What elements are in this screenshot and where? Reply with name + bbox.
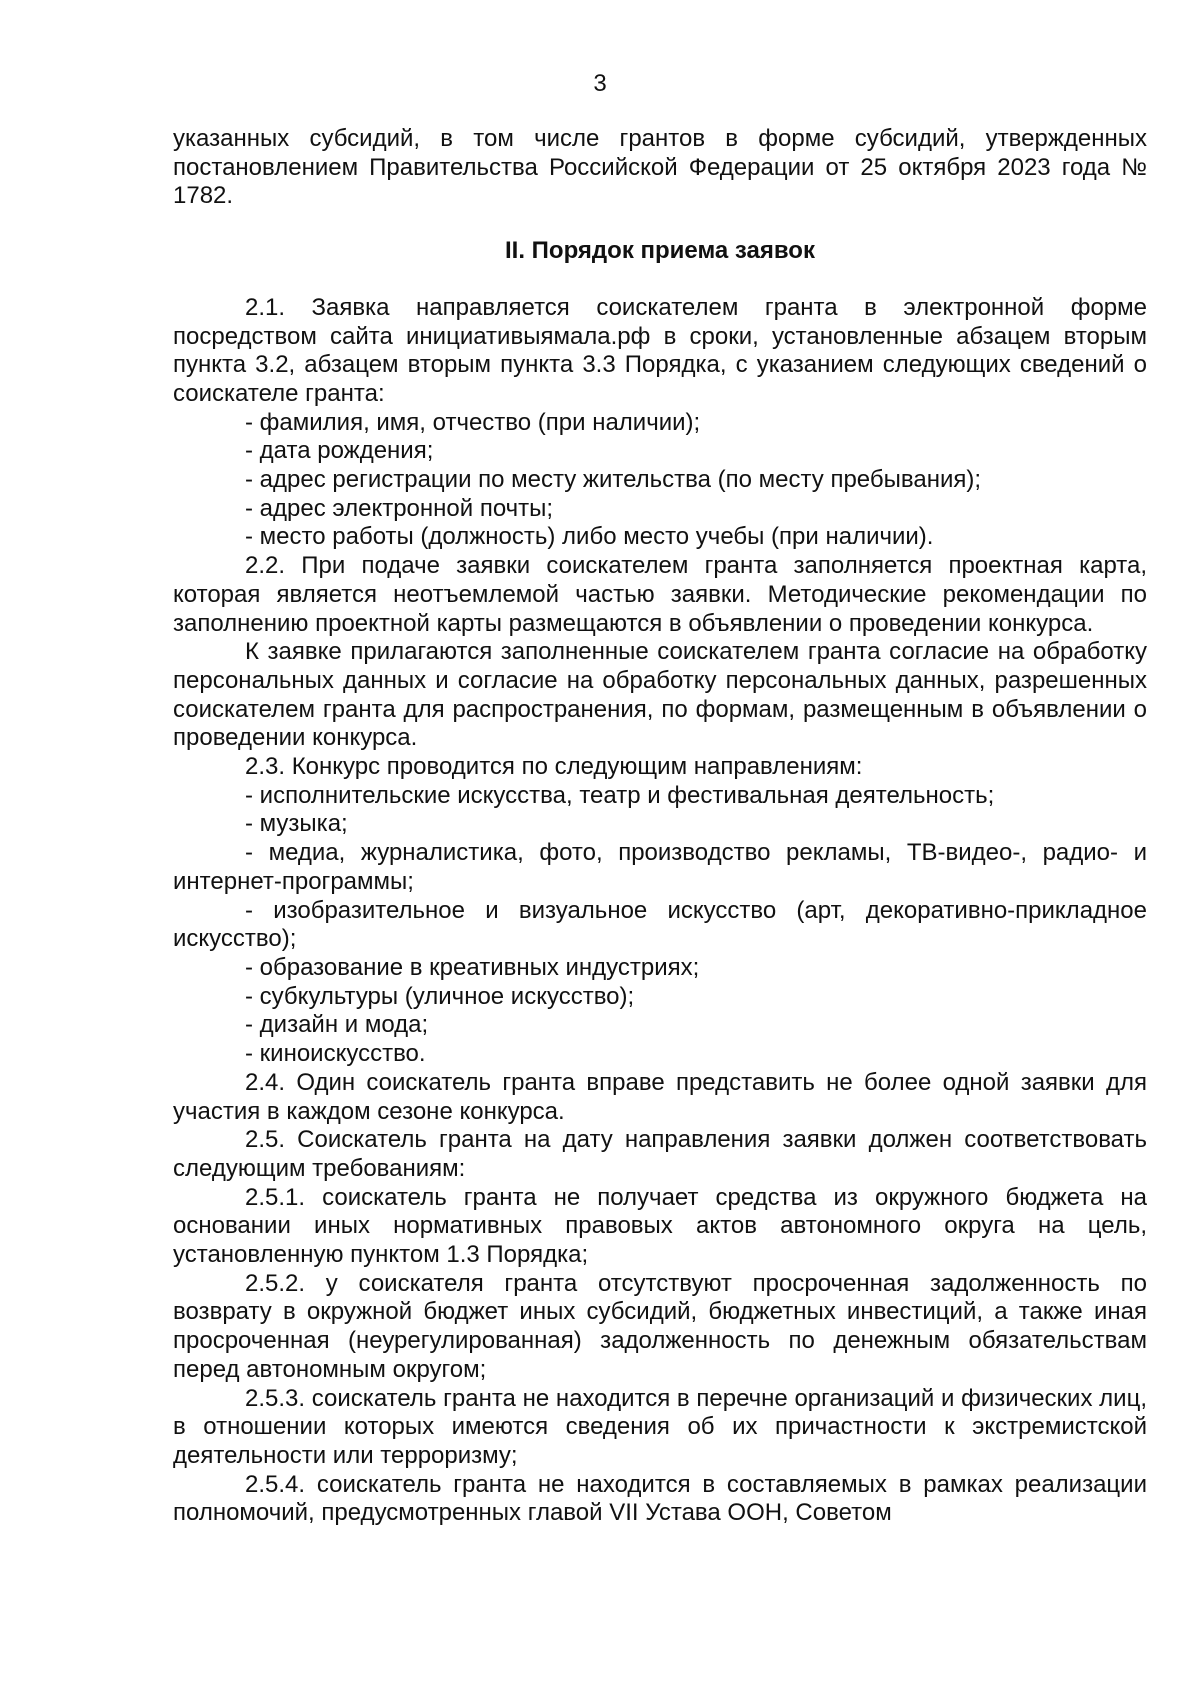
paragraph-2-5: 2.5. Соискатель гранта на дату направления заявки должен соответствовать следующим требованиям: [173, 1126, 1147, 1182]
paragraph-2-5-3: 2.5.3. соискатель гранта не находится в перечне организаций и физических лиц, в отношении которых имеются сведения об их причастности к экстремистской деятельности или терроризму; [173, 1384, 1147, 1469]
list-item: - субкультуры (уличное искусство); [245, 982, 635, 1010]
list-item: - изобразительное и визуальное искусство (арт, декоративно-прикладное искусство); [173, 896, 1147, 953]
page-number: 3 [593, 70, 607, 97]
list-item: - дизайн и мода; [245, 1011, 429, 1039]
list-item: - киноискусство. [245, 1040, 426, 1068]
paragraph-2-5-2: 2.5.2. у соискателя гранта отсутствуют просроченная задолженность по возврату в окружной бюджет иных субсидий, бюджетных инвестиций, а также иная просроченная (неурегулированная) задолженность по денежным обязательствам перед автономным округом; [173, 1269, 1147, 1383]
list-item: - музыка; [245, 810, 348, 838]
intro-paragraph: указанных субсидий, в том числе грантов в форме субсидий, утвержденных постановлением Правительства Российской Федерации от 25 октября 2023 года № 1782. [173, 125, 1147, 210]
list-item: - адрес электронной почты; [245, 494, 554, 522]
list-item: - образование в креативных индустриях; [245, 953, 700, 981]
document-body [173, 125, 1147, 1528]
list-item: - фамилия, имя, отчество (при наличии); [245, 408, 701, 436]
paragraph-2-3: 2.3. Конкурс проводится по следующим направлениям: [245, 753, 863, 781]
list-item: - адрес регистрации по месту жительства (по месту пребывания); [245, 466, 982, 494]
list-item: - дата рождения; [245, 437, 434, 465]
section-title: II. Порядок приема заявок [505, 237, 815, 265]
list-item: - исполнительские искусства, театр и фестивальная деятельность; [245, 781, 995, 809]
list-item: - место работы (должность) либо место учебы (при наличии). [245, 523, 934, 551]
paragraph-2-4: 2.4. Один соискатель гранта вправе представить не более одной заявки для участия в каждом сезоне конкурса. [173, 1068, 1147, 1125]
paragraph-2-2-attachments: К заявке прилагаются заполненные соискателем гранта согласие на обработку персональных данных и согласие на обработку персональных данных, разрешенных соискателем гранта для распространения, по формам, размещенным в объявлении о проведении конкурса. [173, 638, 1147, 752]
paragraph-2-5-4: 2.5.4. соискатель гранта не находится в составляемых в рамках реализации полномочий, предусмотренных главой VII Устава ООН, Советом [173, 1470, 1147, 1527]
paragraph-2-1: 2.1. Заявка направляется соискателем гранта в электронной форме посредством сайта инициативыямала.рф в сроки, установленные абзацем вторым пункта 3.2, абзацем вторым пункта 3.3 Порядка, с указанием следующих сведений о соискателе гранта: [173, 293, 1147, 407]
list-item: - медиа, журналистика, фото, производство рекламы, ТВ-видео-, радио- и интернет-программы; [173, 839, 1147, 895]
paragraph-2-5-1: 2.5.1. соискатель гранта не получает средства из окружного бюджета на основании иных нормативных правовых актов автономного округа на цель, установленную пунктом 1.3 Порядка; [173, 1183, 1147, 1269]
paragraph-2-2: 2.2. При подаче заявки соискателем гранта заполняется проектная карта, которая является неотъемлемой частью заявки. Методические рекомендации по заполнению проектной карты размещаются в объявлении о проведении конкурса. [173, 552, 1147, 637]
